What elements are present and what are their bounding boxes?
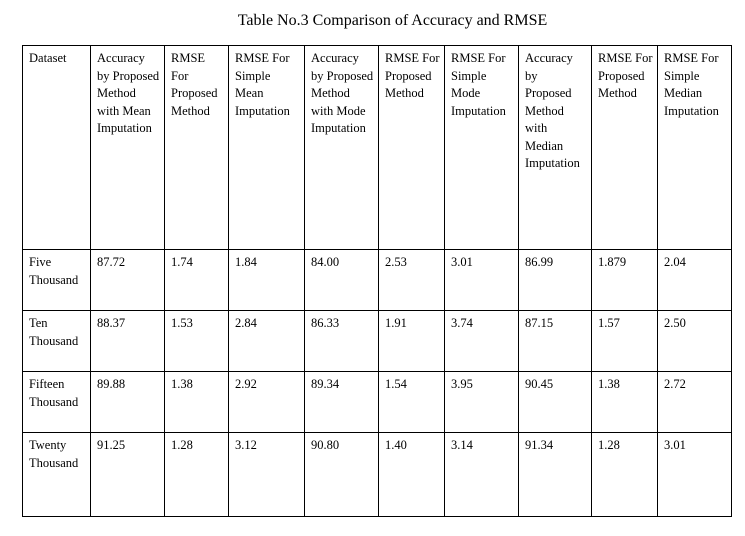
table-cell: 2.50 bbox=[658, 311, 732, 372]
table-cell: 84.00 bbox=[305, 250, 379, 311]
column-header: Accuracy by Proposed Method with Mean Imputation bbox=[91, 46, 165, 250]
table-cell: 91.34 bbox=[519, 433, 592, 517]
dataset-cell: Ten Thousand bbox=[23, 311, 91, 372]
table-cell: 86.99 bbox=[519, 250, 592, 311]
table-cell: 1.28 bbox=[592, 433, 658, 517]
table-caption: Table No.3 Comparison of Accuracy and RMSE bbox=[237, 12, 548, 29]
table-cell: 91.25 bbox=[91, 433, 165, 517]
table-cell: 3.12 bbox=[229, 433, 305, 517]
table-row bbox=[23, 372, 732, 433]
table-cell: 3.01 bbox=[445, 250, 519, 311]
table-cell: 1.879 bbox=[592, 250, 658, 311]
column-header: RMSE For Proposed Method bbox=[165, 46, 229, 250]
table-cell: 3.01 bbox=[658, 433, 732, 517]
table-cell: 1.84 bbox=[229, 250, 305, 311]
column-header: Accuracy by Proposed Method with Median Imputation bbox=[519, 46, 592, 250]
table-cell: 3.74 bbox=[445, 311, 519, 372]
table-cell: 1.74 bbox=[165, 250, 229, 311]
comparison-table bbox=[22, 45, 732, 517]
table-cell: 1.57 bbox=[592, 311, 658, 372]
table-cell: 87.72 bbox=[91, 250, 165, 311]
table-cell: 1.38 bbox=[592, 372, 658, 433]
table-cell: 1.91 bbox=[379, 311, 445, 372]
column-header: Dataset bbox=[23, 46, 91, 250]
column-header: RMSE For Proposed Method bbox=[379, 46, 445, 250]
table-cell: 2.04 bbox=[658, 250, 732, 311]
table-cell: 90.45 bbox=[519, 372, 592, 433]
table-cell: 89.34 bbox=[305, 372, 379, 433]
table-cell: 2.84 bbox=[229, 311, 305, 372]
table-cell: 3.95 bbox=[445, 372, 519, 433]
dataset-cell: Twenty Thousand bbox=[23, 433, 91, 517]
table-cell: 1.28 bbox=[165, 433, 229, 517]
table-cell: 3.14 bbox=[445, 433, 519, 517]
table-cell: 2.53 bbox=[379, 250, 445, 311]
column-header: Accuracy by Proposed Method with Mode Imputation bbox=[305, 46, 379, 250]
dataset-cell: Fifteen Thousand bbox=[23, 372, 91, 433]
column-header: RMSE For Proposed Method bbox=[592, 46, 658, 250]
table-row bbox=[23, 433, 732, 517]
table-cell: 2.92 bbox=[229, 372, 305, 433]
header-row bbox=[23, 46, 732, 250]
table-cell: 88.37 bbox=[91, 311, 165, 372]
table-cell: 1.53 bbox=[165, 311, 229, 372]
table-row bbox=[23, 250, 732, 311]
table-cell: 1.54 bbox=[379, 372, 445, 433]
table-cell: 1.40 bbox=[379, 433, 445, 517]
dataset-cell: Five Thousand bbox=[23, 250, 91, 311]
column-header: RMSE For Simple Mode Imputation bbox=[445, 46, 519, 250]
table-cell: 90.80 bbox=[305, 433, 379, 517]
column-header: RMSE For Simple Median Imputation bbox=[658, 46, 732, 250]
table-cell: 2.72 bbox=[658, 372, 732, 433]
table-cell: 1.38 bbox=[165, 372, 229, 433]
table-cell: 87.15 bbox=[519, 311, 592, 372]
table-cell: 89.88 bbox=[91, 372, 165, 433]
table-cell: 86.33 bbox=[305, 311, 379, 372]
column-header: RMSE For Simple Mean Imputation bbox=[229, 46, 305, 250]
table-row bbox=[23, 311, 732, 372]
